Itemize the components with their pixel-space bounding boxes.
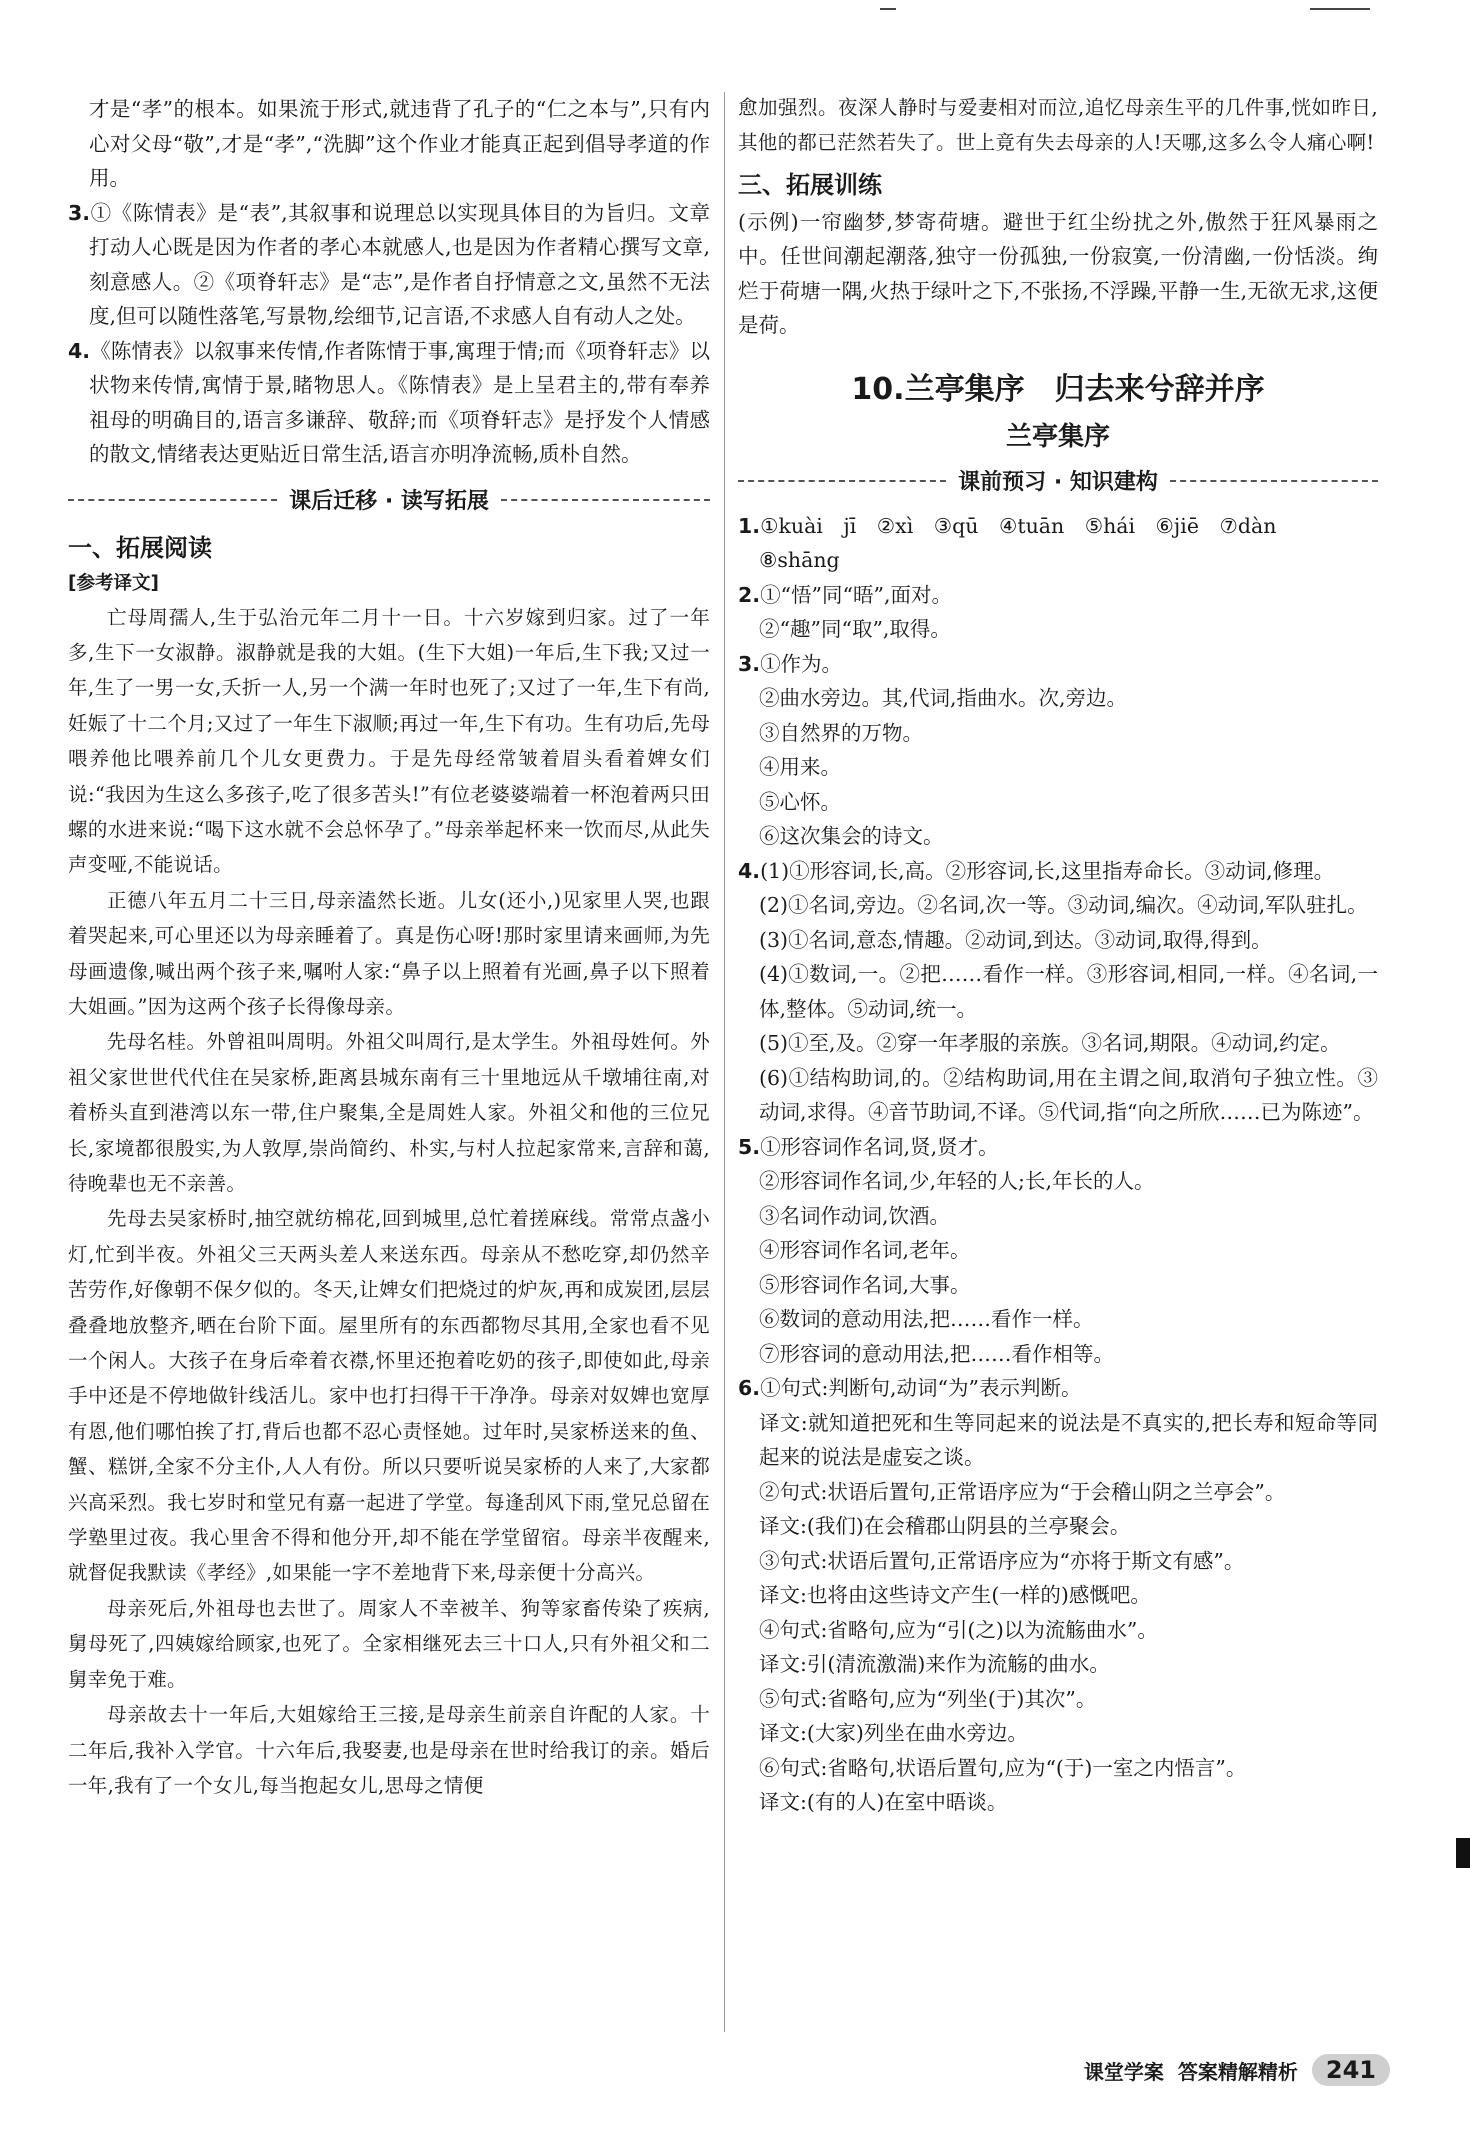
item-line: (3)①名词,意态,情趣。②动词,到达。③动词,取得,得到。	[759, 927, 1272, 952]
item-number: 1.	[738, 513, 761, 538]
item-text: ①《陈情表》是“表”,其叙事和说理总以实现具体目的为旨归。文章打动人心既是因为作者的孝心本就感人,也是因为作者精心撰写文章,刻意感人。②《项脊轩志》是“志”,是作者自抒情意之文,虽然不无法度,但可以随性落笔,写景物,绘细节,记言语,不求感人自有动人之处。	[89, 200, 710, 328]
item-line: ⑦形容词的意动用法,把……看作相等。	[759, 1341, 1115, 1366]
item-text: ①形容词作名词,贤,贤才。	[760, 1134, 999, 1159]
answer-item-3	[738, 647, 1378, 854]
lesson-subtitle: 兰亭集序	[1005, 421, 1110, 452]
item-line: ⑥句式:省略句,状语后置句,应为“(于)一室之内悟言”。	[759, 1755, 1247, 1780]
item-line: 译文:(我们)在会稽郡山阴县的兰亭聚会。	[759, 1514, 1131, 1539]
band-label: 课前预习 · 知识建构	[958, 470, 1158, 496]
item-line	[738, 854, 1378, 889]
item-line: (5)①至,及。②穿一年孝服的亲族。③名词,期限。④动词,约定。	[759, 1031, 1341, 1056]
item-line: ②形容词作名词,少,年轻的人;长,年长的人。	[759, 1169, 1155, 1194]
section-heading: 三、拓展训练	[738, 170, 882, 199]
item-number: 3.	[738, 651, 761, 676]
item-line: 译文:也将由这些诗文产生(一样的)感慨吧。	[759, 1583, 1151, 1608]
item-line	[738, 578, 1378, 613]
translation-paragraph: 正德八年五月二十三日,母亲溘然长逝。儿女(还小,)见家里人哭,也跟着哭起来,可心里还以为母亲睡着了。真是伤心呀!那时家里请来画师,为先母画遗像,喊出两个孩子来,嘱咐人家:“鼻子以上照着有光画,鼻子以下照着大姐画。”因为这两个孩子长得像母亲。	[68, 888, 710, 1018]
page-number: 241	[1312, 2054, 1390, 2086]
item-text: ①kuài jī ②xì ③qū ④tuān ⑤hái ⑥jiē ⑦dàn	[760, 513, 1277, 538]
translation-paragraph: 亡母周孺人,生于弘治元年二月十一日。十六岁嫁到归家。过了一年多,生下一女淑静。淑静就是我的大姐。(生下大姐)一年后,生下我;又过一年,生了一男一女,夭折一人,另一个满一年时也死了;又过了一年,生下有尚,妊娠了十二个月;又过了一年生下淑顺;再过一年,生下有功。生有功后,先母喂养他比喂养前几个儿女更费力。于是先母经常皱着眉头看着婢女们说:“我因为生这么多孩子,吃了很多苦头!”有位老婆婆端着一杯泡着两只田螺的水进来说:“喝下这水就不会总怀孕了。”母亲举起杯来一饮而尽,从此失声变哑,不能说话。	[68, 605, 710, 877]
item-line: (4)①数词,一。②把……看作一样。③形容词,相同,一样。④名词,一体,整体。⑤动词,统一。	[759, 962, 1378, 1021]
item-line: 译文:(大家)列坐在曲水旁边。	[759, 1721, 1028, 1746]
intro-paragraph: 才是“孝”的根本。如果流于形式,就违背了孔子的“仁之本与”,只有内心对父母“敬”,才是“孝”,“洗脚”这个作业才能真正起到倡导孝道的作用。	[89, 97, 710, 190]
answer-item-1	[738, 509, 1378, 578]
translation-continuation: 愈加强烈。夜深人静时与爱妻相对而泣,追忆母亲生平的几件事,恍如昨日,其他的都已茫然若失了。世上竟有失去母亲的人!天哪,这多么令人痛心啊!	[738, 96, 1378, 155]
item-number: 5.	[738, 1134, 761, 1159]
item-line: ③名词作动词,饮酒。	[759, 1203, 951, 1228]
answer-item-2	[738, 578, 1378, 647]
answer-item-3	[68, 196, 710, 334]
translation-paragraph: 母亲死后,外祖母也去世了。周家人不幸被羊、狗等家畜传染了疾病,舅母死了,四姨嫁给顾家,也死了。全家相继死去三十口人,只有外祖父和二舅幸免于难。	[68, 1596, 710, 1691]
band-dash-right	[1170, 480, 1378, 482]
band-dash-left	[68, 499, 277, 501]
item-line: ④句式:省略句,应为“引(之)以为流觞曲水”。	[759, 1617, 1158, 1642]
footer-section: 答案精解精析	[1177, 2059, 1298, 2084]
item-line: ④形容词作名词,老年。	[759, 1238, 971, 1263]
band-dash-right	[501, 499, 710, 501]
item-line: ②句式:状语后置句,正常语序应为“于会稽山阴之兰亭会”。	[759, 1479, 1286, 1504]
item-line: ⑤心怀。	[759, 789, 841, 814]
answer-item-6	[738, 1371, 1378, 1820]
footer-book-title: 课堂学案	[1083, 2059, 1164, 2084]
item-line: ⑤形容词作名词,大事。	[759, 1272, 971, 1297]
left-column	[68, 92, 710, 1803]
item-line	[738, 1130, 1378, 1165]
item-number: 6.	[738, 1376, 761, 1401]
item-number: 4.	[68, 338, 91, 363]
item-line: 译文:就知道把死和生等同起来的说法是不真实的,把长寿和短命等同起来的说法是虚妄之谈。	[759, 1410, 1378, 1470]
item-text: (1)①形容词,长,高。②形容词,长,这里指寿命长。③动词,修理。	[760, 858, 1335, 883]
item-line: ⑤句式:省略句,应为“列坐(于)其次”。	[759, 1686, 1097, 1711]
item-number: 3.	[68, 200, 91, 225]
item-line	[738, 1371, 1378, 1406]
top-rule-left	[880, 8, 896, 10]
item-line: ⑥数词的意动用法,把……看作一样。	[759, 1307, 1094, 1332]
item-line: ⑥这次集会的诗文。	[759, 824, 944, 849]
page-footer	[1084, 2054, 1390, 2086]
item-line: ②“趣”同“取”,取得。	[759, 617, 951, 642]
translation-paragraph: 先母去吴家桥时,抽空就纺棉花,回到城里,总忙着搓麻线。常常点盏小灯,忙到半夜。外祖父三天两头差人来送东西。母亲从不愁吃穿,却仍然辛苦劳作,好像朝不保夕似的。冬天,让婢女们把烧过的炉灰,再和成炭团,层层叠叠地放整齐,晒在台阶下面。屋里所有的东西都物尽其用,全家也看不见一个闲人。大孩子在身后牵着衣襟,怀里还抱着吃奶的孩子,即使如此,母亲手中还是不停地做针线活儿。家中也打扫得干干净净。母亲对奴婢也宽厚有恩,他们哪怕挨了打,背后也都不忍心责怪她。过年时,吴家桥送来的鱼、蟹、糕饼,全家不分主仆,人人有份。所以只要听说吴家桥的人来了,大家都兴高采烈。我七岁时和堂兄有嘉一起进了学堂。每逢刮风下雨,堂兄总留在学塾里过夜。我心里舍不得和他分开,却不能在学堂留宿。母亲半夜醒来,就督促我默读《孝经》,如果能一字不差地背下来,母亲便十分高兴。	[68, 1207, 710, 1585]
band-dash-left	[738, 480, 946, 482]
right-column	[738, 90, 1378, 1820]
item-line: 译文:引(清流激湍)来作为流觞的曲水。	[759, 1652, 1110, 1677]
item-text: ①句式:判断句,动词“为”表示判断。	[760, 1376, 1082, 1401]
item-text: 《陈情表》以叙事来传情,作者陈情于事,寓理于情;而《项脊轩志》以状物来传情,寓情于景,睹物思人。《陈情表》是上呈君主的,带有奉养祖母的明确目的,语言多谦辞、敬辞;而《项脊轩志》是抒发个人情感的散文,情绪表达更贴近日常生活,语言亦明净流畅,质朴自然。	[89, 338, 710, 466]
item-line: 译文:(有的人)在室中晤谈。	[759, 1790, 1008, 1815]
item-number: 2.	[738, 582, 761, 607]
item-text: ①“悟”同“晤”,面对。	[760, 582, 952, 607]
column-divider	[724, 92, 725, 2032]
item-line: ③自然界的万物。	[759, 720, 923, 745]
translation-paragraph: 母亲故去十一年后,大姐嫁给王三接,是母亲生前亲自许配的人家。十二年后,我补入学官。十六年后,我娶妻,也是母亲在世时给我订的亲。婚后一年,我有了一个女儿,每当抱起女儿,思母之情便	[68, 1703, 710, 1797]
translation-paragraph: 先母名桂。外曾祖叫周明。外祖父叫周行,是太学生。外祖母姓何。外祖父家世世代代住在吴家桥,距离县城东南有三十里地远从千墩埔往南,对着桥头直到港湾以东一带,住户聚集,全是周姓人家。外祖父和他的三位兄长,家境都很殷实,为人敦厚,崇尚简约、朴实,与村人拉起家常来,言辞和蔼,待晚辈也无不亲善。	[68, 1030, 710, 1195]
section-heading: 一、拓展阅读	[68, 533, 212, 562]
item-number: 4.	[738, 858, 761, 883]
item-line: (2)①名词,旁边。②名词,次一等。③动词,编次。④动词,军队驻扎。	[759, 893, 1368, 918]
top-rule-right	[1310, 8, 1370, 10]
section-band	[738, 459, 1378, 503]
answer-item-4	[738, 854, 1378, 1130]
item-line: ③句式:状语后置句,正常语序应为“亦将于斯文有感”。	[759, 1548, 1245, 1573]
chapter-title: 10.兰亭集序 归去来兮辞并序	[851, 371, 1265, 407]
edge-marker	[1456, 1838, 1470, 1868]
band-label: 课后迁移 · 读写拓展	[289, 489, 489, 514]
item-line: ④用来。	[759, 755, 841, 780]
answer-item-5	[738, 1130, 1378, 1372]
example-paragraph: (示例)一帘幽梦,梦寄荷塘。避世于红尘纷扰之外,傲然于狂风暴雨之中。任世间潮起潮落,独守一份孤独,一份寂寞,一份清幽,一份恬淡。绚烂于荷塘一隅,火热于绿叶之下,不张扬,不浮躁,平静一生,无欲无求,这便是荷。	[738, 209, 1378, 338]
section-band	[68, 478, 710, 522]
item-text: ①作为。	[760, 651, 843, 676]
item-line	[738, 509, 1378, 544]
reference-tag: [参考译文]	[68, 572, 159, 594]
item-line: ②曲水旁边。其,代词,指曲水。次,旁边。	[759, 686, 1128, 711]
item-line: ⑧shāng	[759, 548, 840, 573]
item-line: (6)①结构助词,的。②结构助词,用在主谓之间,取消句子独立性。③动词,求得。④音节助词,不译。⑤代词,指“向之所欣……已为陈迹”。	[759, 1065, 1378, 1125]
item-line	[738, 647, 1378, 682]
answer-item-4	[68, 334, 710, 472]
